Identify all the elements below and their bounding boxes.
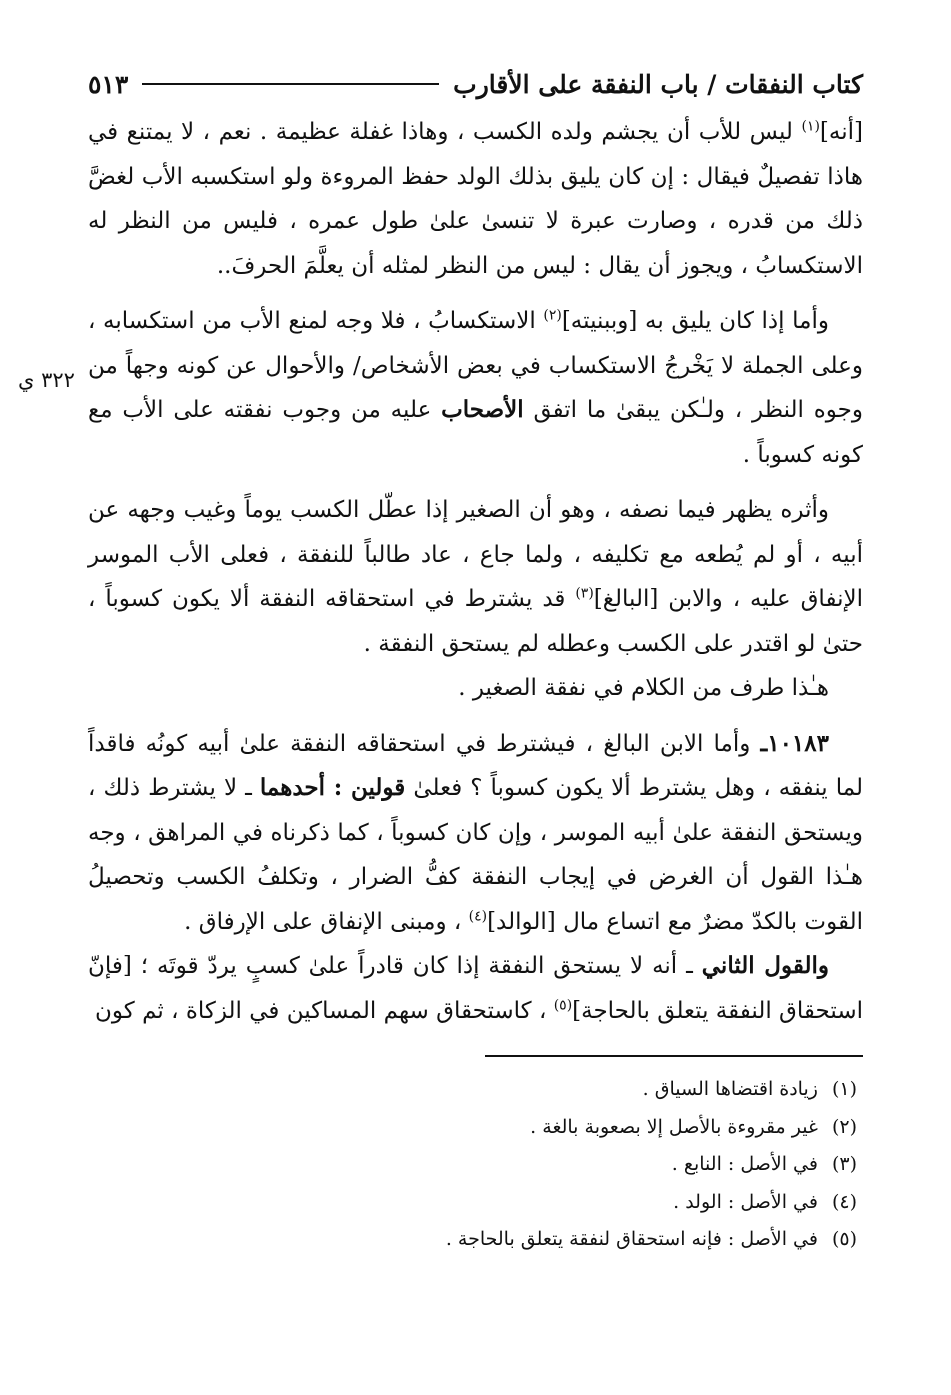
footnote-number: (١) <box>831 1078 857 1100</box>
text-segment: ، ومبنى الإنفاق على الإرفاق . <box>184 908 469 935</box>
footnote-marker: (٣) <box>575 585 594 602</box>
footnote-text: زيادة اقتضاها السياق . <box>642 1078 818 1100</box>
footnote-marker: (٥) <box>553 996 573 1013</box>
bold-text: الأصحاب <box>441 396 524 423</box>
bold-text: والقول الثاني <box>701 952 829 979</box>
bold-text: ١٠١٨٣ـ <box>760 729 829 757</box>
text-segment: ـ أنه لا يستحق النفقة إذا كان قادراً علىٰ كسبٍ يردّ قوتَه ؛ [فإنّ استحقاق النفقة يتعلق بالحاجة] <box>88 953 863 1024</box>
text-segment: ليس للأب أن يجشم ولده الكسب ، وهاذا غفلة عظيمة . نعم ، لا يمتنع في هاذا تفصيلٌ فيقال : إن كان يليق بذلك الولد حفظ المروءة ولو استكسبه الأب لغضَّ ذلك من قدره ، وصارت عبرة لا تنسىٰ علىٰ طول عمره ، فليس من النظر له الاستكسابُ ، ويجوز أن يقال : ليس من النظر لمثله أن يعلَّمَ الحرفَ.. <box>88 119 863 279</box>
footnote-marker: (٢) <box>543 307 562 324</box>
footnote <box>88 1109 857 1147</box>
text-segment: عليه من وجوب نفقته على الأب مع كونه كسوباً . <box>88 397 863 468</box>
paragraph <box>88 666 863 711</box>
footnote-text: في الأصل : النابع . <box>671 1153 818 1175</box>
running-title: كتاب النفقات / باب النفقة على الأقارب <box>453 69 863 99</box>
footnote-number: (٣) <box>831 1153 857 1175</box>
footnote <box>88 1184 857 1222</box>
text-segment: ـ لا يشترط ذلك ، ويستحق النفقة علىٰ أبيه الموسر ، وإن كان كسوباً ، كما ذكرناه في المراهق ، وجه هـٰذا القول أن الغرض في إيجاب النفقة كفُّ الضرار ، وتكلفُ الكسب وتحصيلُ القوت بالكدّ مضرٌ مع اتساع مال [الوالد] <box>88 775 863 935</box>
footnote-marker: (٤) <box>468 907 488 924</box>
footnote-number: (٤) <box>831 1190 857 1213</box>
footnotes <box>88 1071 863 1259</box>
footnote-text: في الأصل : الولد . <box>673 1190 818 1213</box>
text-segment: وأما إذا كان يليق به [وببنيته] <box>561 308 829 334</box>
paragraph <box>88 110 863 288</box>
text-segment: الاستكسابُ ، فلا وجه لمنع الأب من استكسابه ، وعلى الجملة لا يَخْرجُ الاستكساب في بعض الأشخاص/ والأحوال عن كونه وجهاً من وجوه النظر ، ولـٰكن يبقىٰ ما اتفق <box>88 308 863 423</box>
header-rule <box>142 83 439 85</box>
text-segment: قد يشترط في استحقاقه النفقة ألا يكون كسوباً ، حتىٰ لو اقتدر على الكسب وعطله لم يستحق النفقة . <box>88 586 863 657</box>
text-segment: [أنه] <box>819 119 863 145</box>
paragraph <box>88 944 863 1033</box>
footnote-text: غير مقروءة بالأصل إلا بصعوبة بالغة . <box>530 1115 818 1138</box>
page-header <box>88 58 863 110</box>
footnote <box>88 1146 857 1184</box>
bold-text: قولين : أحدهما <box>259 774 406 801</box>
text-segment: ، كاستحقاق سهم المساكين في الزكاة ، ثم كون <box>95 997 554 1024</box>
margin-note: ٣٢٢ ي <box>18 368 75 392</box>
paragraph <box>88 722 863 945</box>
footnote-marker: (١) <box>801 118 820 135</box>
footnote-text: في الأصل : فإنه استحقاق لنفقة يتعلق بالحاجة . <box>445 1228 818 1250</box>
footnote-number: (٥) <box>831 1228 857 1250</box>
paragraph <box>88 299 863 477</box>
text-segment: وأما الابن البالغ ، فيشترط في استحقاقه النفقة علىٰ أبيه كونُه فاقداً لما ينفقه ، وهل يشترط ألا يكون كسوباً ؟ فعلىٰ <box>88 730 864 801</box>
footnote-rule <box>485 1055 863 1057</box>
footnote <box>88 1221 857 1259</box>
main-text <box>88 110 863 1033</box>
footnote <box>88 1071 857 1109</box>
text-segment: وأثره يظهر فيما نصفه ، وهو أن الصغير إذا عطّل الكسب يوماً وغيب وجهه عن أبيه ، أو لم يُطعه مع تكليفه ، ولما جاع ، عاد طالباً للنفقة ، فعلى الأب الموسر الإنفاق عليه ، والابن [البالغ] <box>88 497 863 612</box>
page-number: ٥١٣ <box>88 69 129 99</box>
footnote-number: (٢) <box>831 1115 857 1138</box>
text-segment: هـٰذا طرف من الكلام في نفقة الصغير . <box>458 675 829 701</box>
paragraph <box>88 488 863 666</box>
